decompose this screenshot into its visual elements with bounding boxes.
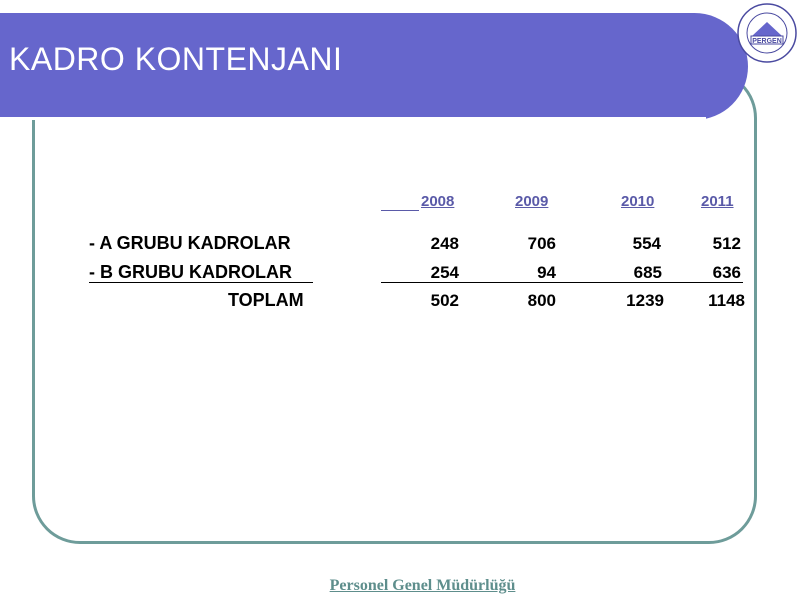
cell-total-2009: 800 xyxy=(527,291,556,310)
row-b-label-underline xyxy=(89,282,313,283)
logo-wordmark: PERGEN xyxy=(752,38,782,45)
cell-total-2011: 1148 xyxy=(708,291,745,310)
title-rule xyxy=(0,117,706,120)
year-2011-header[interactable]: 2011 xyxy=(701,193,734,210)
cell-b-2010: 685 xyxy=(633,263,662,282)
year-2010-header[interactable]: 2010 xyxy=(621,193,655,210)
cell-total-2008: 502 xyxy=(430,291,459,310)
cell-a-2011: 512 xyxy=(712,234,741,253)
pergen-logo-icon xyxy=(736,2,798,64)
cell-b-2011: 636 xyxy=(712,263,741,282)
page-title: KADRO KONTENJANI xyxy=(9,41,343,77)
year-2008-header[interactable]: 2008 xyxy=(421,193,455,210)
cell-a-2010: 554 xyxy=(632,234,661,253)
row-label-b-grubu: - B GRUBU KADROLAR xyxy=(89,262,292,282)
cell-a-2009: 706 xyxy=(527,234,556,253)
cell-a-2008: 248 xyxy=(430,234,459,253)
cell-b-2008: 254 xyxy=(430,263,459,282)
cell-b-2009: 94 xyxy=(537,263,556,282)
footer-link[interactable]: Personel Genel Müdürlüğü xyxy=(329,577,516,594)
year-2009-header[interactable]: 2009 xyxy=(515,193,549,210)
row-label-a-grubu: - A GRUBU KADROLAR xyxy=(89,233,291,253)
sum-line xyxy=(381,282,743,283)
year-header-rule xyxy=(381,210,419,211)
row-label-toplam: TOPLAM xyxy=(228,290,304,310)
cell-total-2010: 1239 xyxy=(626,291,664,310)
